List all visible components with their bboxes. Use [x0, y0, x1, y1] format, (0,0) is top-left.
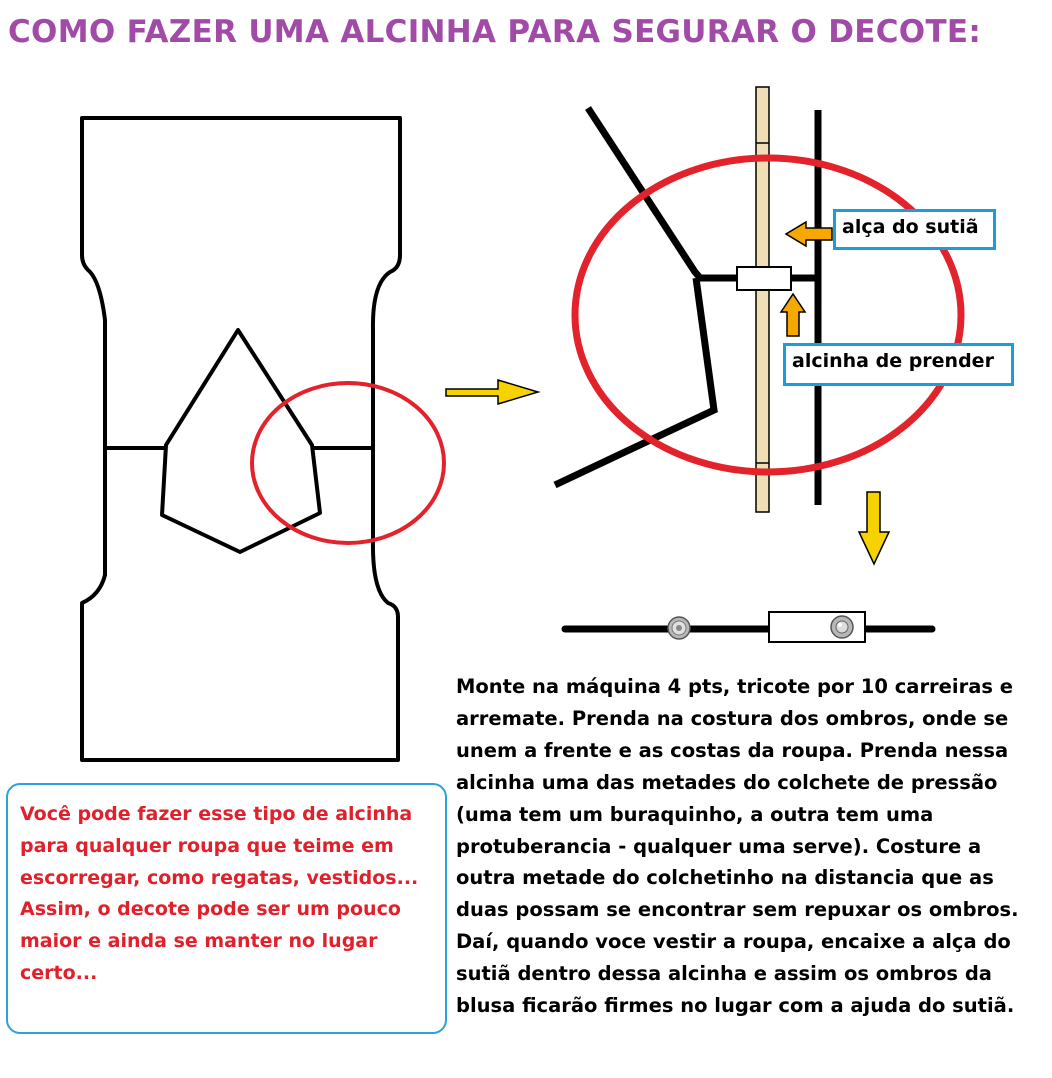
garment-outline: [82, 118, 400, 760]
arrow-down-icon: [859, 492, 889, 564]
note-text: Você pode fazer esse tipo de alcinha para qualquer roupa que teime em escorregar, como regatas, vestidos... Assim, o decote pode ser um pouco maior e ainda se manter no lugar certo...: [20, 803, 419, 984]
arrow-up-icon: [781, 294, 805, 336]
snap-hole-icon: [668, 617, 690, 639]
note-box: [6, 783, 447, 1034]
holding-strap-shape: [737, 267, 791, 290]
arrow-right-icon: [446, 380, 538, 404]
page-title: COMO FAZER UMA ALCINHA PARA SEGURAR O DECOTE:: [8, 14, 982, 50]
arrow-left-icon: [786, 222, 832, 246]
bra-strap-shape: [756, 87, 769, 512]
neckline-outline: [162, 330, 320, 552]
instructions-text: Monte na máquina 4 pts, tricote por 10 carreiras e arremate. Prenda na costura dos ombros, onde se unem a frente e as costas da roupa. Prenda nessa alcinha uma das metades do colchete de pressão (uma tem um buraquinho, a outra tem uma protuberancia - qualquer uma serve). Costure a outra metade do colchetinho na distancia que as duas possam se encontrar sem repuxar os ombros. Daí, quando voce vestir a roupa, encaixe a alça do sutiã dentro dessa alcinha e assim os ombros da blusa ficarão firmes no lugar com a ajuda do sutiã.: [456, 675, 1019, 1018]
label-holding-strap: alcinha de prender: [783, 343, 1014, 386]
label-bra-strap: alça do sutiã: [833, 209, 996, 250]
highlight-circle-small: [252, 383, 444, 543]
snap-stud-icon: [831, 616, 853, 638]
zoom-neckline-lower: [555, 278, 714, 485]
